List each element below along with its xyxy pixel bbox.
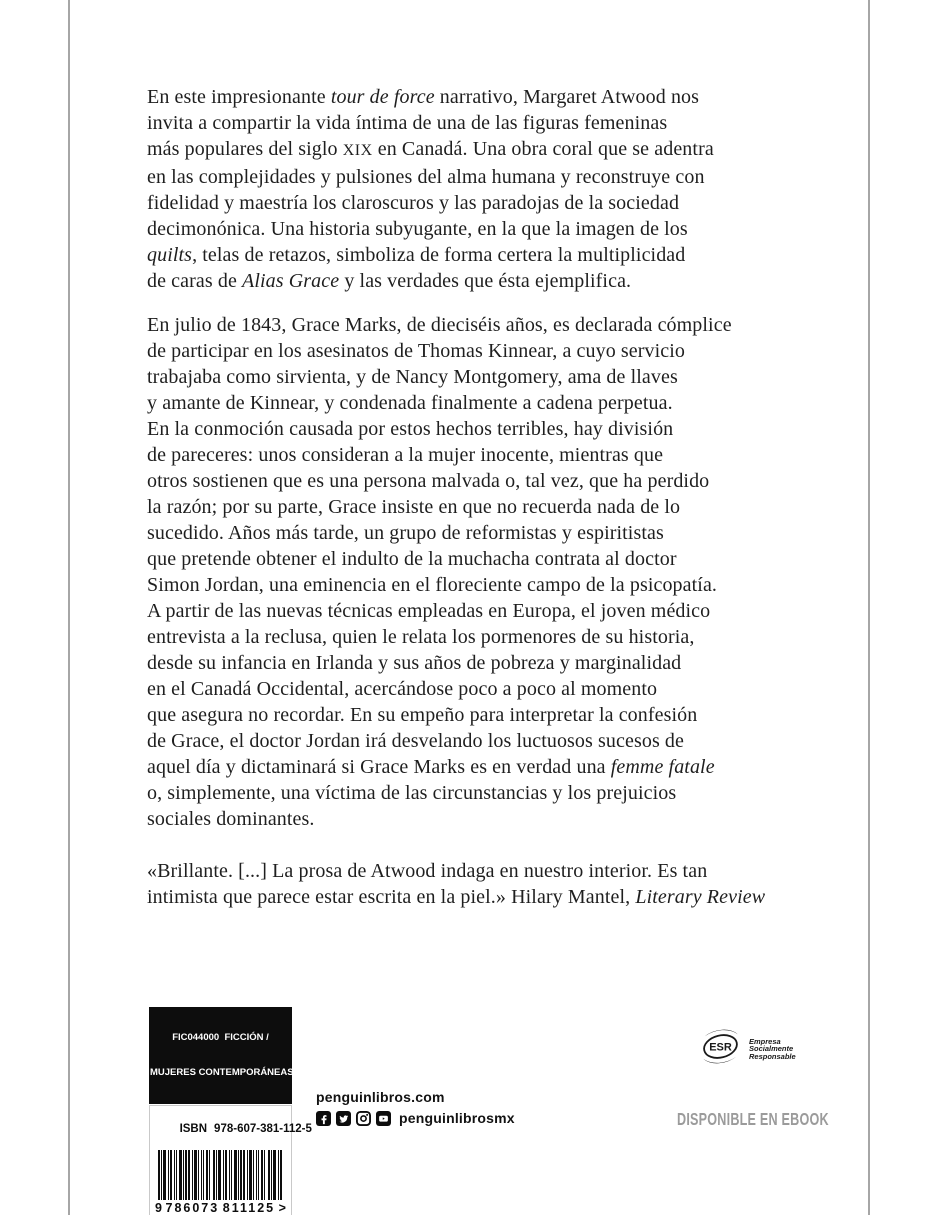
publisher-links bbox=[316, 1089, 515, 1126]
barcode-bars bbox=[158, 1150, 284, 1200]
synopsis-text-block bbox=[147, 84, 815, 910]
twitter-icon bbox=[336, 1111, 351, 1126]
genre-code-line: FIC044000 FICCIÓN / bbox=[172, 1032, 269, 1043]
synopsis-paragraph-1: En este impresionante tour de force narrativo, Margaret Atwood nos invita a compartir la vida íntima de una de las figuras femeninas más populares del siglo XIX en Canadá. Una obra coral que se adentra en las complejidades y pulsiones del alma humana y reconstruye con fidelidad y maestría los claroscuros y las paradojas de la sociedad decimonónica. Una historia subyugante, en la que la imagen de los quilts, telas de retazos, simboliza de forma certera la multiplicidad de caras de Alias Grace y las verdades que ésta ejemplifica. bbox=[147, 86, 714, 292]
social-row bbox=[316, 1110, 515, 1126]
page-edge-line-right bbox=[868, 0, 870, 1215]
synopsis-paragraph-2: En julio de 1843, Grace Marks, de dieciséis años, es declarada cómplice de participar en los asesinatos de Thomas Kinnear, a cuyo servicio trabajaba como sirvienta, y de Nancy Montgomery, ama de llaves y amante de Kinnear, y condenada finalmente a cadena perpetua. En la conmoción causada por estos hechos terribles, hay división de pareceres: unos consideran a la mujer inocente, mientras que otros sostienen que es una persona malvada o, tal vez, que ha perdido la razón; por su parte, Grace insiste en que no recuerda nada de lo sucedido. Años más tarde, un grupo de reformistas y espiritistas que pretende obtener el indulto de la muchacha contrata al doctor Simon Jordan, una eminencia en el floreciente campo de la psicopatía. A partir de las nuevas técnicas empleadas en Europa, el joven médico entrevista a la reclusa, quien le relata los pormenores de su historia, desde su infancia en Irlanda y sus años de pobreza y marginalidad en el Canadá Occidental, acercándose poco a poco al momento que asegura no recordar. En su empeño para interpretar la confesión de Grace, el doctor Jordan irá desvelando los luctuosos sucesos de aquel día y dictaminará si Grace Marks es en verdad una femme fatale o, simplemente, una víctima de las circunstancias y los prejuicios sociales dominantes. bbox=[147, 314, 732, 830]
esr-logo-block bbox=[697, 1028, 796, 1070]
publisher-social-handle: penguinlibrosmx bbox=[399, 1110, 515, 1126]
esr-logo-icon bbox=[697, 1028, 744, 1070]
page-edge-line-left bbox=[68, 0, 70, 1215]
genre-name-line: MUJERES CONTEMPORÁNEAS bbox=[150, 1066, 294, 1078]
barcode-digit-group1: 786073 bbox=[165, 1201, 220, 1215]
facebook-icon bbox=[316, 1111, 331, 1126]
publisher-website: penguinlibros.com bbox=[316, 1089, 445, 1105]
youtube-icon bbox=[376, 1111, 391, 1126]
barcode-digit-group2: 811125 bbox=[222, 1201, 276, 1215]
barcode-digits bbox=[154, 1201, 287, 1215]
esr-acronym: ESR bbox=[709, 1041, 732, 1054]
isbn-barcode-box bbox=[149, 1105, 312, 1215]
ebook-availability-label: DISPONIBLE EN EBOOK bbox=[677, 1109, 829, 1129]
isbn-number: 978-607-381-112-5 bbox=[214, 1123, 312, 1135]
barcode-digit-lead: 9 bbox=[155, 1201, 162, 1215]
instagram-icon bbox=[356, 1111, 371, 1126]
barcode-digit-suffix: > bbox=[278, 1201, 286, 1215]
genre-category-box bbox=[149, 1007, 292, 1104]
esr-caption: Empresa Socialmente Responsable bbox=[749, 1036, 796, 1061]
review-quote: «Brillante. [...] La prosa de Atwood indaga en nuestro interior. Es tan intimista que parece estar escrita en la piel.» Hilary Mantel, Literary Review bbox=[147, 860, 766, 908]
barcode-block bbox=[149, 1007, 312, 1215]
isbn-line bbox=[154, 1111, 312, 1147]
isbn-label: ISBN bbox=[179, 1123, 208, 1135]
